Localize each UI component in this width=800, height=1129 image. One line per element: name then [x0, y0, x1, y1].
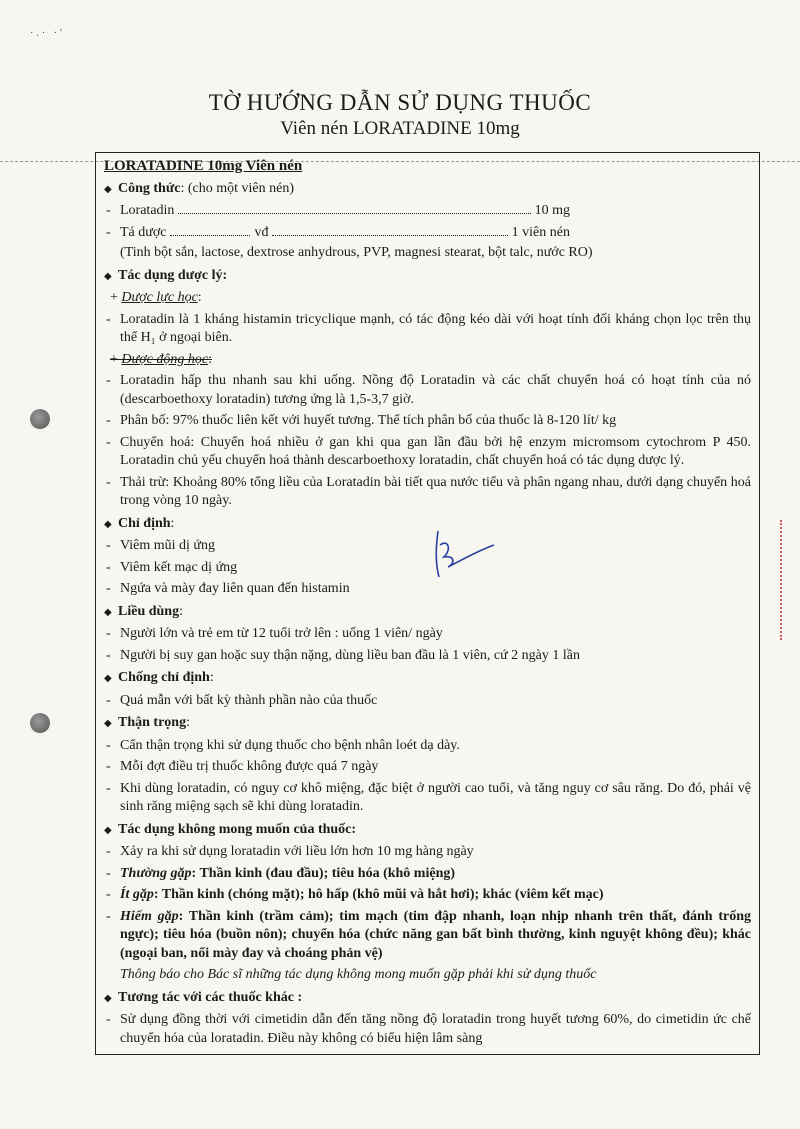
list-item: - Cẩn thận trọng khi sử dụng thuốc cho bệnh nhân loét dạ dày. — [106, 737, 460, 753]
adverse-effect-note: Thông báo cho Bác sĩ những tác dụng không mong muốn gặp phải khi sử dụng thuốc — [120, 967, 597, 982]
list-item: - Thường gặp: Thần kinh (đau đầu); tiêu hóa (khô miệng) — [106, 865, 456, 881]
list-item: - Viêm mũi dị ứng — [106, 538, 216, 553]
ingredient-row: - Tá dược vđ 1 viên nén — [106, 224, 570, 240]
section-heading: Tương tác với các thuốc khác : — [118, 989, 303, 1005]
diamond-bullet-icon: ◆ — [104, 992, 112, 1004]
subsection-duoc-luc-hoc: + Dược lực học: — [110, 290, 202, 305]
section-than-trong: ◆ Thận trọng : - Cẩn thận trọng khi sử dụng thuốc cho bệnh nhân loét dạ dày. - Mỗi đợt điều trị thuốc không được quá 7 ngày - Khi dùng loratadin, có nguy cơ khô miệng, đặc biệt ở người cao tuổi, và tăng nguy cơ sâu răng. Do đó, phải vệ sinh răng miệng sạch sẽ khi dùng loratadin. — [104, 714, 751, 817]
list-item: - Người bị suy gan hoặc suy thận nặng, dùng liều ban đầu là 1 viên, cứ 2 ngày 1 lần — [106, 647, 580, 663]
list-item: - Phân bố: 97% thuốc liên kết với huyết tương. Thể tích phân bố của thuốc là 8-120 lít/ kg — [106, 413, 617, 428]
list-item: - Mỗi đợt điều trị thuốc không được quá 7 ngày — [106, 759, 379, 774]
section-tac-dung-khong-mong-muon — [104, 821, 751, 985]
page-title: TỜ HƯỚNG DẪN SỬ DỤNG THUỐC — [208, 90, 592, 115]
list-item: - Quá mẫn với bất kỳ thành phần nào của thuốc — [106, 692, 378, 708]
list-item: - Khi dùng loratadin, có nguy cơ khô miệng, đặc biệt ở người cao tuổi, và tăng nguy cơ sâu răng. Do đó, phải vệ sinh răng miệng sạch sẽ khi dùng loratadin. — [106, 780, 751, 814]
content-box — [95, 152, 760, 1055]
list-item: - Người lớn và trẻ em từ 12 tuổi trở lên : uống 1 viên/ ngày — [106, 626, 443, 641]
section-chong-chi-dinh: ◆ Chống chỉ định : - Quá mẫn với bất kỳ thành phần nào của thuốc — [104, 669, 751, 710]
list-item: - Viêm kết mạc dị ứng — [106, 559, 238, 575]
section-heading: Tác dụng dược lý: — [118, 267, 228, 283]
list-item: - Chuyển hoá: Chuyển hoá nhiều ở gan khi qua gan lần đầu bởi hệ enzym micromsom cytochrom P 450. Loratadin chủ yếu chuyển hoá thành descarboethoxy loratadin, chất chuyển hoá có tác dụng dược lý. — [106, 434, 751, 468]
scan-noise: ·.· ·' — [30, 28, 65, 39]
punch-hole — [30, 409, 50, 429]
section-heading: Liều dùng — [118, 603, 180, 619]
section-cong-thuc — [104, 180, 751, 263]
list-item: - Ít gặp: Thần kinh (chóng mặt); hô hấp (khô mũi và hắt hơi); khác (viêm kết mạc) — [106, 887, 604, 902]
diamond-bullet-icon: ◆ — [104, 718, 112, 729]
list-item: - Hiếm gặp: Thần kinh (trầm cảm); tim mạch (tim đập nhanh, loạn nhịp nhanh trên thất, đánh trống ngực); tiêu hóa (buồn nôn); chuyển hóa (chức năng gan bất bình thường, kinh nguyệt không đều); khác (ngoại ban, nổi mày đay và choáng phản vệ) — [106, 908, 751, 961]
diamond-bullet-icon: ◆ — [104, 270, 112, 282]
section-heading: Thận trọng — [118, 715, 187, 730]
stamp-edge — [780, 520, 800, 640]
list-item: - Thải trừ: Khoảng 80% tổng liều của Loratadin bài tiết qua nước tiểu và phân ngang nhau, dưới dạng chuyển hoá trong vòng 10 ngày. — [106, 474, 751, 508]
ingredient-row: - Loratadin 10 mg — [106, 203, 570, 218]
section-tac-dung — [104, 267, 751, 511]
diamond-bullet-icon: ◆ — [104, 824, 112, 836]
list-item: - Sử dụng đồng thời với cimetidin dẫn đến tăng nồng độ loratadin trong huyết tương 60%, do cimetidin ức chế chuyển hóa của loratadin. Điều này không có biểu hiện lâm sàng — [106, 1012, 751, 1046]
excipients-note: (Tinh bột sắn, lactose, dextrose anhydrous, PVP, magnesi stearat, bột talc, nước RO) — [120, 245, 593, 260]
section-tuong-tac — [104, 989, 751, 1049]
subsection-duoc-dong-hoc: + Dược động học: — [110, 351, 212, 367]
box-title: LORATADINE 10mg Viên nén — [104, 158, 303, 174]
diamond-bullet-icon: ◆ — [104, 606, 112, 618]
section-heading: Chỉ định — [118, 515, 171, 531]
section-heading: Tác dụng không mong muốn của thuốc: — [118, 821, 357, 837]
list-item: - Loratadin hấp thu nhanh sau khi uống. Nồng độ Loratadin và các chất chuyển hoá có hoạt tính của nó (descarboethoxy loratadin) tương ứng là 1,5-3,7 giờ. — [106, 373, 751, 407]
diamond-bullet-icon: ◆ — [104, 673, 112, 684]
section-note: : (cho một viên nén) — [180, 180, 294, 196]
diamond-bullet-icon: ◆ — [104, 183, 112, 195]
list-item: - Xảy ra khi sử dụng loratadin với liều lớn hơn 10 mg hàng ngày — [106, 844, 474, 859]
list-item: - Ngứa và mày đay liên quan đến histamin — [106, 581, 350, 596]
section-lieu-dung: ◆ Liều dùng : - Người lớn và trẻ em từ 12 tuổi trở lên : uống 1 viên/ ngày - Người bị suy gan hoặc suy thận nặng, dùng liều ban đầu là 1 viên, cứ 2 ngày 1 lần — [104, 603, 751, 666]
section-heading: Chống chỉ định — [118, 670, 210, 685]
section-chi-dinh: ◆ Chỉ định : - Viêm mũi dị ứng - Viêm kết mạc dị ứng - Ngứa và mày đay liên quan đến histamin — [104, 515, 751, 599]
punch-hole — [30, 713, 50, 733]
section-heading: Công thức — [118, 180, 181, 196]
page-subtitle: Viên nén LORATADINE 10mg — [280, 118, 520, 139]
list-item: - Loratadin là 1 kháng histamin tricyclique mạnh, có tác động kéo dài với hoạt tính đối kháng chọn lọc trên thụ thể H₁ ở ngoại biên. — [106, 311, 751, 345]
diamond-bullet-icon: ◆ — [104, 518, 112, 530]
